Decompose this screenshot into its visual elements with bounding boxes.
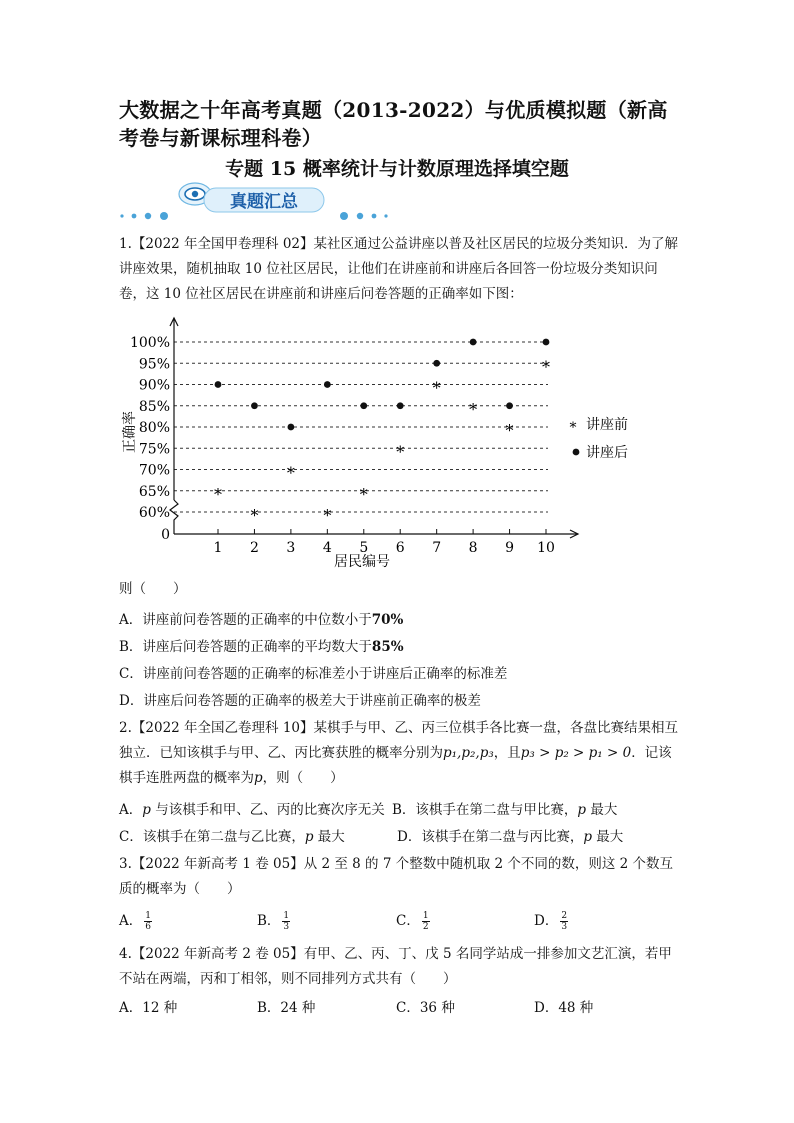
option-suffix: 最大 bbox=[313, 829, 345, 845]
q1-option-a bbox=[119, 608, 403, 628]
numerator: 2 bbox=[561, 911, 568, 921]
x-tick-label: 8 bbox=[468, 540, 478, 556]
question-text: 有甲、乙、丙、丁、戊 5 名同学站成一排参加文艺汇演，若甲不站在两端，丙和丁相邻，则不同排列方式共有（ ） bbox=[119, 946, 672, 987]
fraction bbox=[422, 911, 430, 932]
x-tick-label: 5 bbox=[359, 540, 369, 556]
eye-icon bbox=[185, 188, 205, 200]
option-value: 70% bbox=[371, 612, 404, 628]
question-source: 【2022 年全国乙卷理科 10】 bbox=[131, 720, 314, 736]
point-after bbox=[543, 339, 550, 346]
x-tick-label: 10 bbox=[537, 540, 555, 556]
legend-marker-before: * bbox=[569, 420, 577, 436]
banner-dots-right bbox=[340, 212, 388, 220]
y-tick-label: 0 bbox=[161, 527, 170, 543]
option-text: 24 种 bbox=[280, 1000, 316, 1016]
x-tick-label: 9 bbox=[505, 540, 515, 556]
point-before: * bbox=[505, 421, 514, 440]
q1-option-c bbox=[119, 662, 507, 682]
x-tick-label: 7 bbox=[432, 540, 442, 556]
option-text: D．该棋手在第二盘与丙比赛， bbox=[397, 829, 584, 845]
q3-option-a bbox=[119, 909, 154, 932]
option-letter: A． bbox=[119, 612, 143, 628]
banner-text: 真题汇总 bbox=[230, 192, 298, 212]
y-tick-label: 70% bbox=[138, 462, 170, 479]
prob-p: p bbox=[304, 829, 314, 845]
q4-option-d bbox=[534, 996, 593, 1016]
question-text-mid: ，且 bbox=[493, 745, 521, 761]
y-tick-label: 75% bbox=[138, 441, 170, 458]
point-after bbox=[287, 424, 294, 431]
x-tick-label: 3 bbox=[286, 540, 296, 556]
legend-label-before: 讲座前 bbox=[586, 417, 628, 433]
prob-inequality: p₃ > p₂ > p₁ > 0 bbox=[520, 745, 632, 761]
q4-option-c bbox=[396, 996, 455, 1016]
q2-option-c bbox=[119, 825, 345, 845]
chart-axes bbox=[170, 318, 578, 538]
option-letter: C． bbox=[119, 666, 143, 682]
option-text: 48 种 bbox=[558, 1000, 594, 1016]
question-text: 某棋手与甲、乙、丙三位棋手各比赛一盘，各盘比赛结果相互独立．已知该棋手与甲、乙、丙比赛获胜的概率分别为 bbox=[119, 720, 679, 761]
point-after bbox=[360, 402, 367, 409]
x-tick-label: 4 bbox=[322, 540, 332, 556]
y-tick-label: 90% bbox=[138, 377, 170, 394]
question-3 bbox=[119, 852, 679, 902]
option-text: 讲座前问卷答题的正确率的中位数小于 bbox=[142, 612, 372, 628]
x-tick-label: 2 bbox=[249, 540, 259, 556]
option-letter: C． bbox=[396, 1000, 420, 1016]
option-letter: B． bbox=[119, 639, 143, 655]
document-title: 大数据之十年高考真题（2013-2022）与优质模拟题（新高考卷与新课标理科卷） bbox=[119, 98, 668, 150]
point-before: * bbox=[432, 378, 441, 398]
point-after bbox=[397, 402, 404, 409]
point-after bbox=[251, 402, 258, 409]
denominator: 3 bbox=[561, 922, 568, 932]
prob-p: p bbox=[142, 802, 151, 818]
point-before: * bbox=[323, 506, 332, 525]
point-before: * bbox=[469, 399, 478, 419]
legend-marker-after bbox=[573, 449, 580, 456]
prob-variables: p₁,p₂,p₃ bbox=[443, 745, 494, 761]
numerator: 1 bbox=[283, 911, 290, 921]
q4-option-b bbox=[257, 996, 315, 1016]
y-tick-label: 80% bbox=[138, 420, 170, 436]
y-tick-label: 65% bbox=[138, 483, 170, 500]
y-tick-label: 85% bbox=[138, 398, 170, 415]
point-after bbox=[506, 402, 513, 409]
option-suffix: 最大 bbox=[586, 802, 618, 818]
question-source: 【2022 年全国甲卷理科 02】 bbox=[131, 236, 314, 252]
prob-p: p bbox=[577, 802, 587, 818]
q2-option-b bbox=[392, 798, 617, 818]
fraction bbox=[282, 911, 290, 932]
point-before: * bbox=[214, 484, 222, 504]
question-source: 【2022 年新高考 2 卷 05】 bbox=[131, 946, 304, 962]
question-source: 【2022 年新高考 1 卷 05】 bbox=[131, 856, 304, 872]
option-letter: D． bbox=[119, 693, 144, 709]
point-after bbox=[433, 360, 440, 367]
denominator: 6 bbox=[145, 922, 151, 932]
numerator: 1 bbox=[422, 911, 429, 921]
banner-dots-left bbox=[120, 212, 168, 220]
denominator: 3 bbox=[283, 922, 290, 932]
point-before: * bbox=[286, 463, 295, 483]
option-letter: C． bbox=[396, 913, 420, 929]
chart-marks bbox=[214, 339, 550, 525]
point-after bbox=[215, 381, 222, 388]
option-letter: A． bbox=[119, 913, 143, 929]
option-value: 85% bbox=[371, 639, 404, 655]
axis-break bbox=[170, 500, 178, 534]
accuracy-scatter-chart bbox=[118, 312, 678, 574]
question-4 bbox=[119, 942, 679, 992]
chart-legend bbox=[570, 417, 629, 461]
question-number: 1. bbox=[119, 236, 132, 252]
q4-option-a bbox=[119, 996, 177, 1016]
q2-option-d bbox=[397, 825, 623, 845]
legend-label-after: 讲座后 bbox=[586, 445, 628, 461]
option-text: 与该棋手和甲、乙、丙的比赛次序无关 bbox=[150, 802, 385, 818]
question-text: 某社区通过公益讲座以普及社区居民的垃圾分类知识．为了解讲座效果，随机抽取 10 位社区居民，让他们在讲座前和讲座后各回答一份垃圾分类知识问卷，这 10 位社区居民在讲座前和讲座后问卷答题的正确率如下图： bbox=[119, 236, 679, 302]
question-2 bbox=[119, 716, 679, 791]
question-number: 2. bbox=[119, 720, 132, 736]
y-tick-label: 95% bbox=[138, 356, 170, 373]
question-number: 3. bbox=[119, 856, 132, 872]
prob-p: p bbox=[254, 770, 263, 786]
option-text: 讲座前问卷答题的正确率的标准差小于讲座后正确率的标准差 bbox=[142, 666, 508, 682]
point-after bbox=[324, 381, 331, 388]
option-text: 36 种 bbox=[419, 1000, 455, 1016]
section-banner bbox=[118, 180, 408, 224]
y-tick-label: 60% bbox=[138, 505, 170, 521]
q3-option-c bbox=[396, 909, 432, 932]
question-1-ask: 则（ ） bbox=[119, 581, 187, 597]
y-tick-label: 100% bbox=[129, 335, 170, 351]
option-text: 讲座后问卷答题的正确率的极差大于讲座前正确率的极差 bbox=[143, 693, 481, 709]
fraction bbox=[144, 911, 152, 932]
option-letter: A． bbox=[119, 802, 143, 818]
option-text: C．该棋手在第二盘与乙比赛， bbox=[119, 829, 305, 845]
numerator: 1 bbox=[145, 911, 151, 921]
option-letter: B． bbox=[257, 1000, 281, 1016]
fraction bbox=[560, 911, 568, 932]
document-subtitle: 专题 15 概率统计与计数原理选择填空题 bbox=[225, 158, 569, 180]
point-after bbox=[470, 339, 477, 346]
option-text: B．该棋手在第二盘与甲比赛， bbox=[392, 802, 578, 818]
question-number: 4. bbox=[119, 946, 132, 962]
q1-option-b bbox=[119, 635, 404, 655]
q2-option-a bbox=[119, 798, 385, 818]
question-text: 从 2 至 8 的 7 个整数中随机取 2 个不同的数，则这 2 个数互质的概率为（ ） bbox=[119, 856, 674, 897]
question-1 bbox=[119, 232, 679, 307]
x-axis-label: 居民编号 bbox=[334, 554, 390, 570]
option-suffix: 最大 bbox=[591, 829, 624, 845]
option-letter: D． bbox=[534, 1000, 559, 1016]
option-letter: D． bbox=[534, 913, 559, 929]
denominator: 2 bbox=[422, 922, 429, 932]
point-before: * bbox=[250, 506, 259, 525]
q1-option-d bbox=[119, 689, 481, 709]
x-tick-label: 1 bbox=[213, 540, 223, 556]
point-before: * bbox=[542, 357, 550, 377]
point-before: * bbox=[359, 484, 368, 504]
question-ask: ，则（ ） bbox=[262, 770, 344, 786]
point-before: * bbox=[396, 442, 405, 462]
question-text-2: ．记该棋手连胜两盘的概率为 bbox=[119, 745, 672, 786]
option-letter: B． bbox=[257, 913, 281, 929]
option-text: 讲座后问卷答题的正确率的平均数大于 bbox=[142, 639, 372, 655]
q3-option-d bbox=[534, 909, 570, 932]
y-axis-label: 正确率 bbox=[122, 411, 138, 453]
prob-p: p bbox=[583, 829, 592, 845]
option-letter: A． bbox=[119, 1000, 143, 1016]
option-text: 12 种 bbox=[142, 1000, 178, 1016]
chart-x-ticks bbox=[214, 529, 555, 556]
x-tick-label: 6 bbox=[395, 540, 405, 556]
q3-option-b bbox=[257, 909, 292, 932]
